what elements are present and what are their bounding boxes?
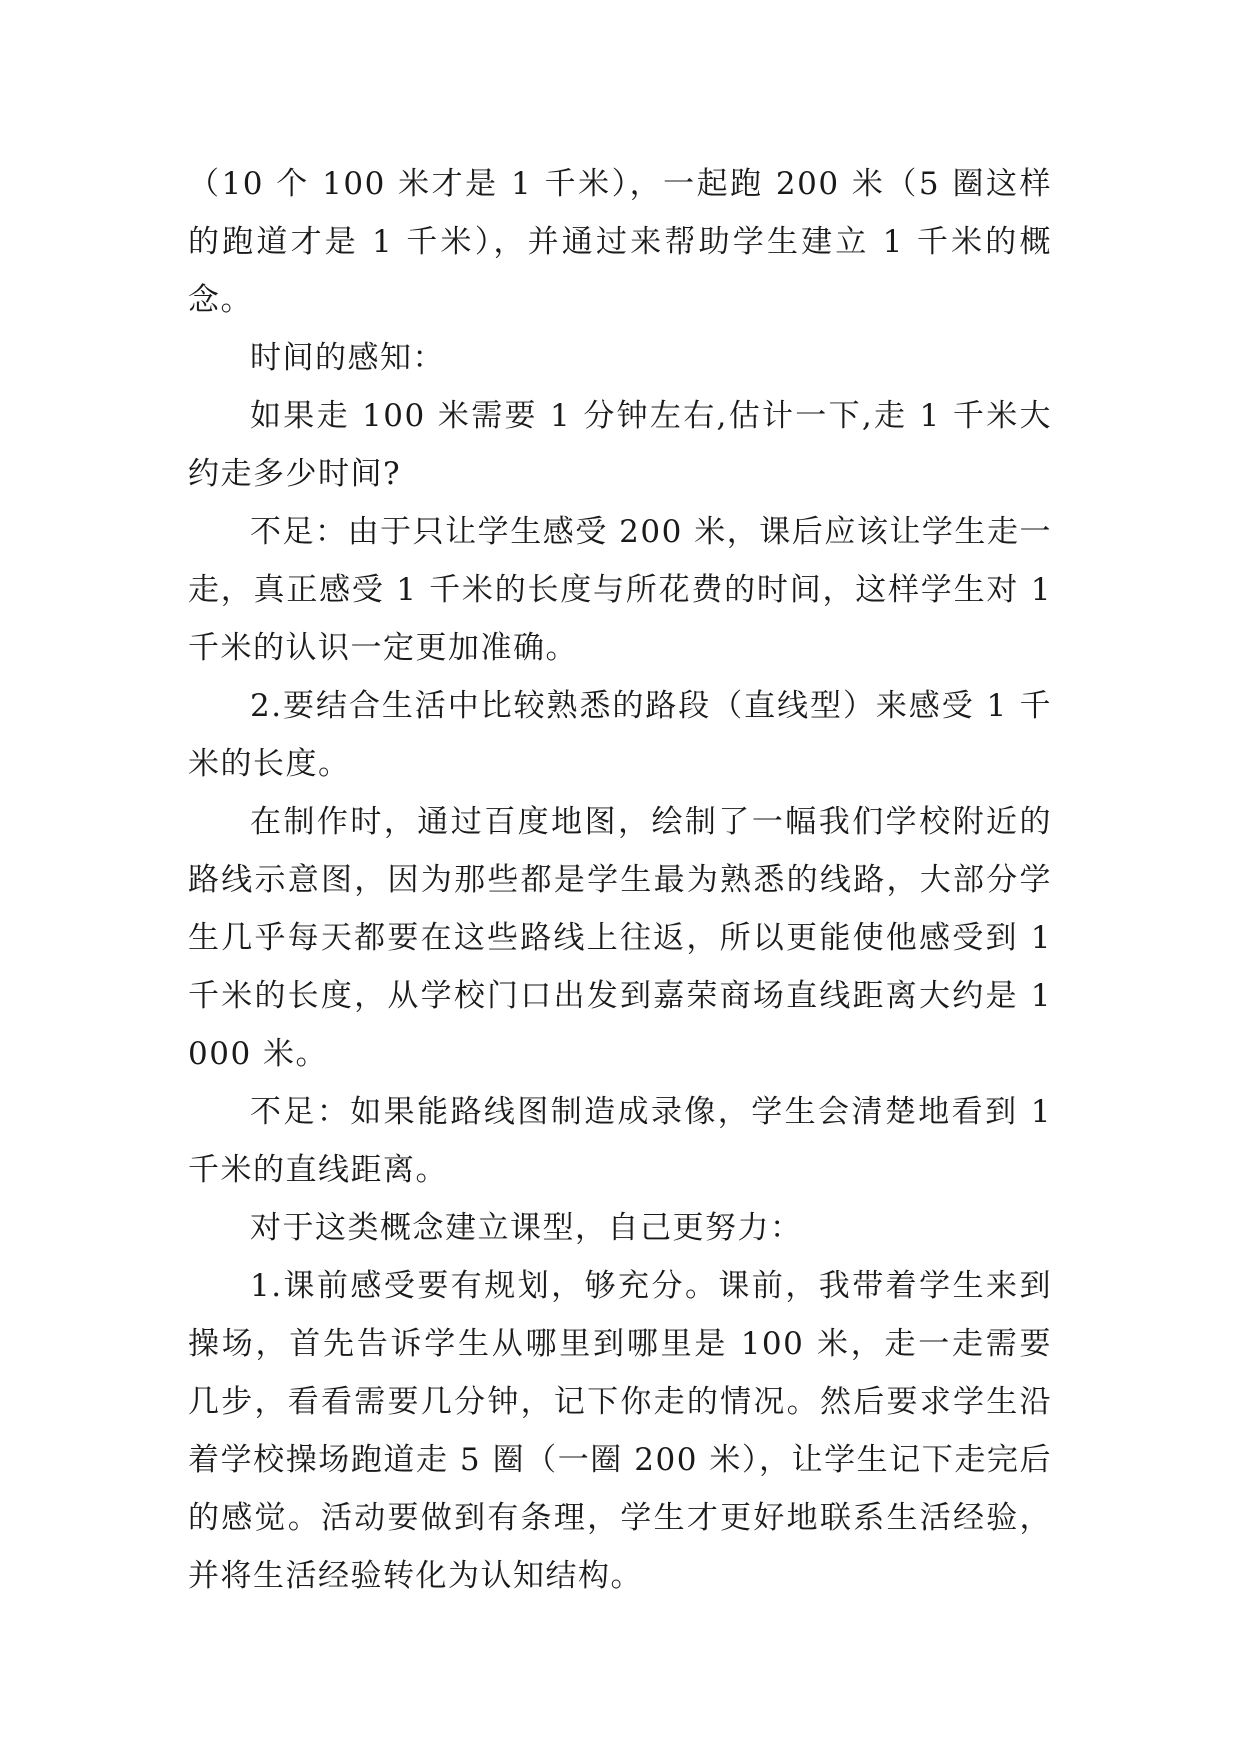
paragraph-time-perception-heading: 时间的感知：: [250, 340, 445, 376]
paragraph-time-estimate: 如果走 100 米需要 1 分钟左右,估计一下,走 1 千米大约走多少时间?: [188, 398, 1052, 492]
paragraph-route-map: 在制作时，通过百度地图，绘制了一幅我们学校附近的路线示意图，因为那些都是学生最为熟悉的线路，大部分学生几乎每天都要在这些路线上往返，所以更能使他感受到 1 千米的长度，从学校门口出发到嘉荣商场直线距离大约是 1000 米。: [188, 804, 1052, 1072]
paragraph-point-2: 2.要结合生活中比较熟悉的路段（直线型）来感受 1 千米的长度。: [188, 688, 1052, 782]
document-body: [188, 155, 1052, 1605]
paragraph-continuation: （10 个 100 米才是 1 千米），一起跑 200 米（5 圈这样的跑道才是 1 千米），并通过来帮助学生建立 1 千米的概念。: [188, 166, 1052, 318]
paragraph-improvement-1: 1.课前感受要有规划，够充分。课前，我带着学生来到操场，首先告诉学生从哪里到哪里是 100 米，走一走需要几步，看看需要几分钟，记下你走的情况。然后要求学生沿着学校操场跑道走 5 圈（一圈 200 米），让学生记下走完后的感觉。活动要做到有条理，学生才更好地联系生活经验，并将生活经验转化为认知结构。: [188, 1268, 1052, 1594]
paragraph-shortcoming-1: 不足：由于只让学生感受 200 米，课后应该让学生走一走，真正感受 1 千米的长度与所花费的时间，这样学生对 1 千米的认识一定更加准确。: [188, 514, 1052, 666]
paragraph-shortcoming-2: 不足：如果能路线图制造成录像，学生会清楚地看到 1 千米的直线距离。: [188, 1094, 1052, 1188]
paragraph-improvement-heading: 对于这类概念建立课型，自己更努力：: [250, 1210, 803, 1246]
